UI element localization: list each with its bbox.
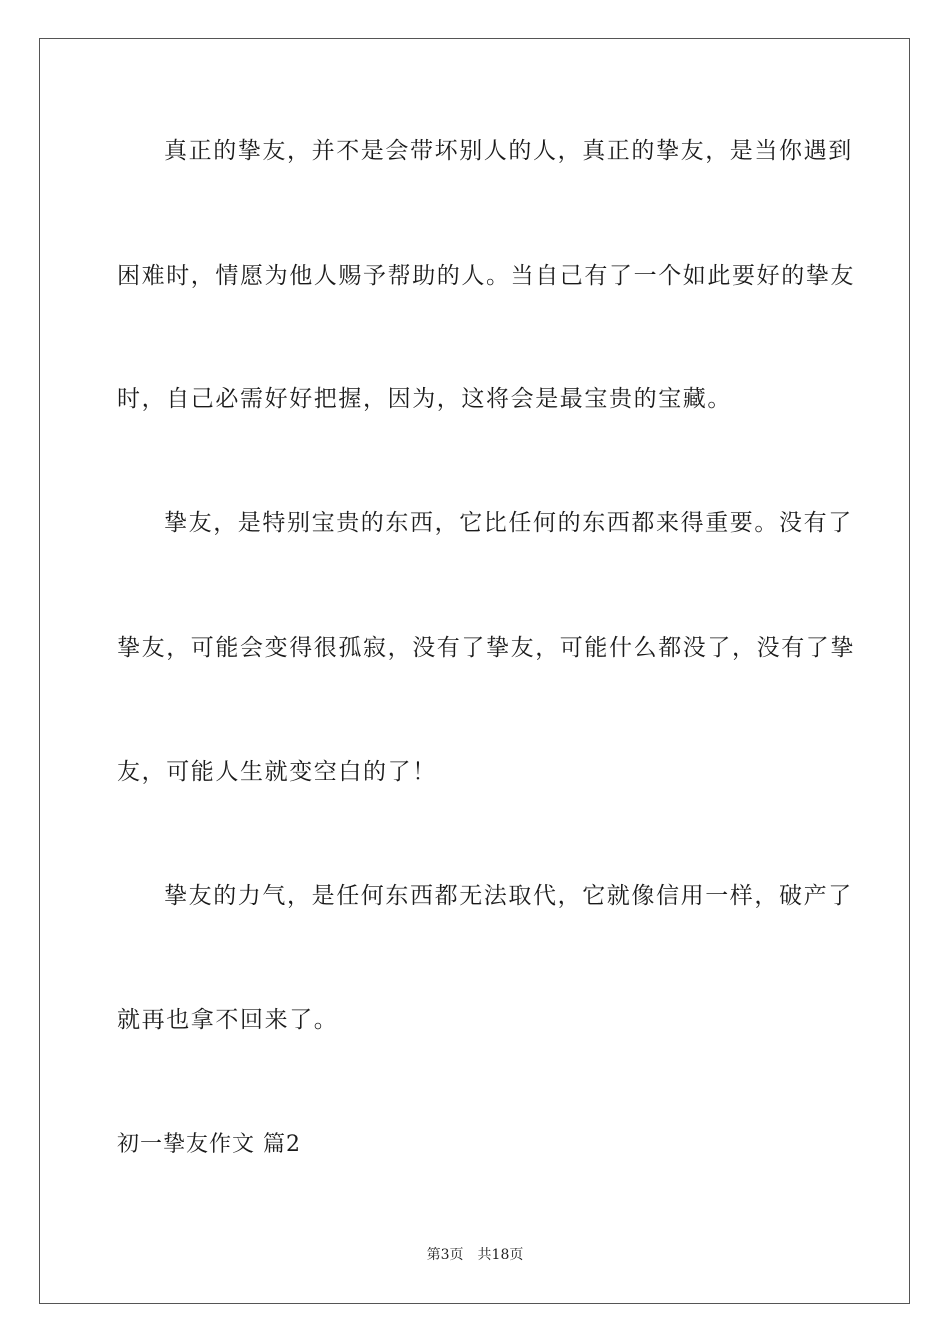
paragraph-2-line-3: 友，可能人生就变空白的了！ [117, 759, 437, 785]
paragraph-1-line-2: 困难时，情愿为他人赐予帮助的人。当自己有了一个如此要好的挚友 [117, 263, 855, 289]
page-number: 第3页 [426, 1247, 464, 1263]
paragraph-1-line-1: 真正的挚友，并不是会带坏别人的人，真正的挚友，是当你遇到 [164, 138, 853, 164]
page-border [39, 38, 910, 1304]
page-footer [0, 1245, 950, 1265]
paragraph-3-line-2: 就再也拿不回来了。 [117, 1007, 339, 1033]
paragraph-2-line-2: 挚友，可能会变得很孤寂，没有了挚友，可能什么都没了，没有了挚 [117, 635, 855, 661]
paragraph-1-line-3: 时，自己必需好好把握，因为，这将会是最宝贵的宝藏。 [117, 386, 732, 412]
section-heading: 初一挚友作文 篇2 [117, 1132, 301, 1157]
paragraph-2-line-1: 挚友，是特别宝贵的东西，它比任何的东西都来得重要。没有了 [164, 510, 853, 536]
page-total: 共18页 [477, 1247, 524, 1263]
paragraph-3-line-1: 挚友的力气，是任何东西都无法取代，它就像信用一样，破产了 [164, 883, 853, 909]
